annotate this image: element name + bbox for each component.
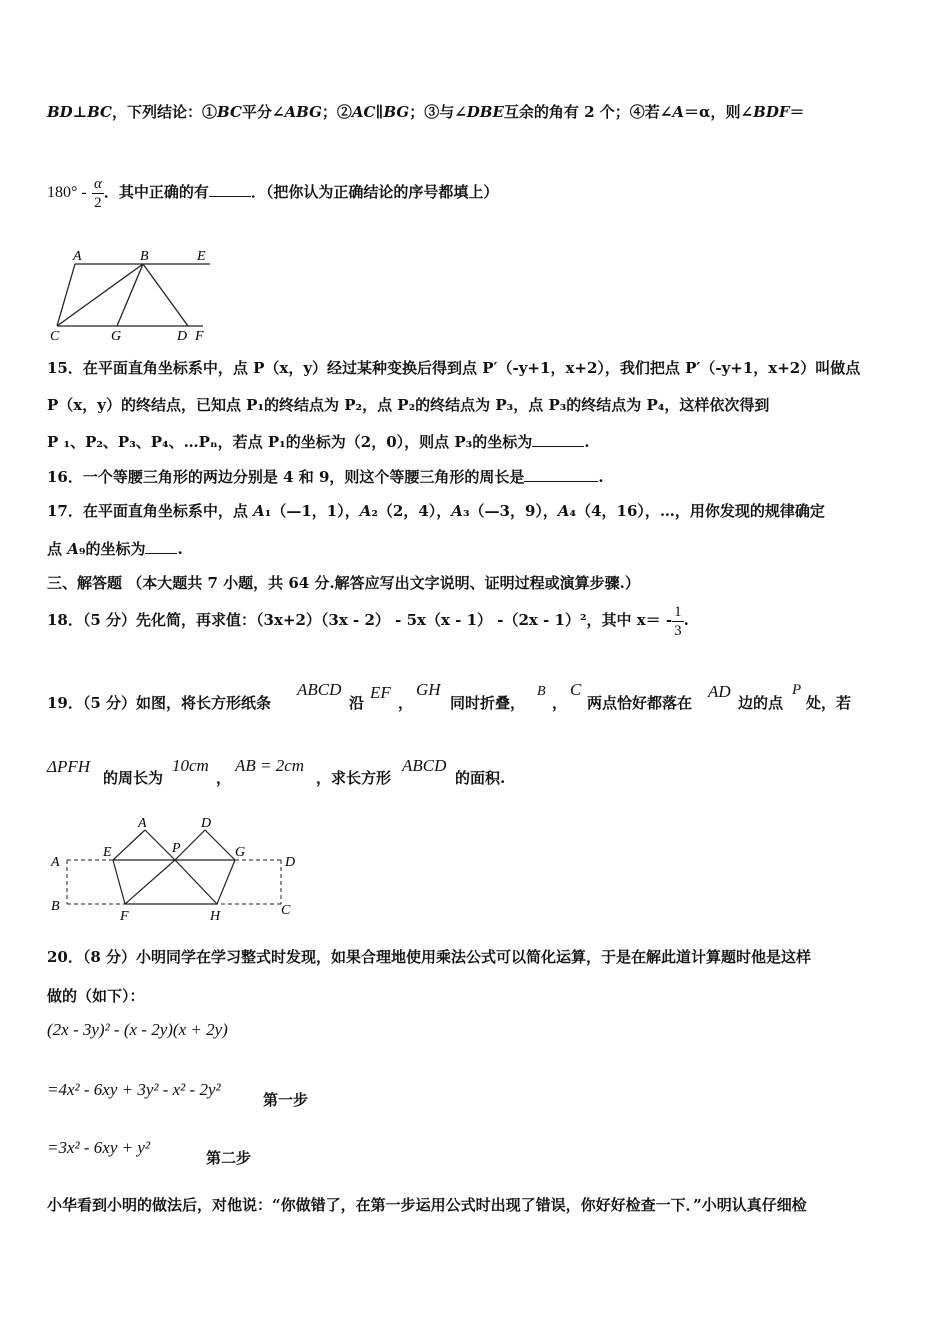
label-c: C <box>50 329 60 344</box>
q14-line1: BD⊥BC，下列结论：①BC平分∠ABG；②AC∥BG；③与∠DBE互余的角有 2 个；④若∠A＝α，则∠BDF＝ <box>47 103 805 121</box>
line-fp <box>125 860 175 904</box>
q19-m-abcd: ABCD <box>297 680 342 699</box>
q20-expr3: =3x² - 6xy + y² <box>47 1138 150 1157</box>
q19-m-pfh: ΔPFH <box>47 757 91 776</box>
q20-expr2: =4x² - 6xy + 3y² - x² - 2y² <box>47 1080 221 1099</box>
q19-p6: 两点恰好都落在 <box>587 694 693 712</box>
answer-blank[interactable] <box>532 432 584 447</box>
label-d: D <box>285 855 296 870</box>
section-3-heading: 三、解答题 （本大题共 7 小题，共 64 分.解答应写出文字说明、证明过程或演算步骤.） <box>47 574 640 592</box>
label-d-top: D <box>201 816 212 831</box>
q18: 18．（5 分）先化简，再求值：（3x+2）（3x - 2） - 5x（x - 1） -（2x - 1）²，其中 x＝ - $\frac{1}{3}$ . <box>47 603 689 639</box>
q19-figure <box>45 812 305 930</box>
q19-m-ef: EF <box>370 683 391 702</box>
q17-line1: 17．在平面直角坐标系中，点 A₁（—1，1），A₂（2，4），A₃（—3，9），A₄（4，16），…，用你发现的规律确定 <box>47 502 825 520</box>
label-c: C <box>281 903 291 918</box>
label-g: G <box>111 329 122 344</box>
line-ap <box>145 830 175 860</box>
q19-p11: ，求长方形 <box>316 769 392 787</box>
q19-p2: 沿 <box>349 694 365 712</box>
label-e: E <box>103 845 112 860</box>
label-a: A <box>73 249 82 264</box>
label-f: F <box>195 329 204 344</box>
one-third: $\frac{1}{3}$ <box>674 603 682 639</box>
line-dg <box>205 830 235 860</box>
q16: 16．一个等腰三角形的两边分别是 4 和 9，则这个等腰三角形的周长是 . <box>47 468 604 486</box>
label-b: B <box>51 899 60 914</box>
q20-line2: 做的（如下）： <box>47 987 145 1005</box>
answer-blank[interactable] <box>524 467 598 482</box>
q19-m-ad: AD <box>708 682 731 701</box>
q17-line2: 点 A₉的坐标为 . <box>47 540 183 558</box>
label-a-top: A <box>138 816 147 831</box>
q19-m-10cm: 10cm <box>172 756 209 775</box>
q19-p7: 边的点 <box>738 694 784 712</box>
line-ph <box>175 860 217 904</box>
q19-p12: 的面积. <box>455 769 506 787</box>
label-e: E <box>197 249 206 264</box>
line-ef <box>113 860 125 904</box>
label-p: P <box>172 841 181 856</box>
line-ea <box>113 830 145 860</box>
q14-figure <box>45 246 220 344</box>
q15-line3: P ₁、P₂、P₃、P₄、…Pₙ，若点 P₁的坐标为（2，0），则点 P₃的坐标为 . <box>47 433 590 451</box>
q20-step1: 第一步 <box>263 1091 309 1109</box>
label-d: D <box>177 329 188 344</box>
q20-step2: 第二步 <box>206 1149 252 1167</box>
label-g: G <box>235 845 246 860</box>
q19-m-b: B <box>537 684 546 699</box>
answer-blank[interactable] <box>209 182 251 197</box>
label-b: B <box>140 249 149 264</box>
q19-p5: ， <box>552 694 568 712</box>
alpha-over-two: $\frac{\alpha}{2}$ <box>93 175 102 211</box>
q19-m-abcd2: ABCD <box>402 756 447 775</box>
label-h: H <box>210 909 221 924</box>
label-a: A <box>51 855 60 870</box>
answer-blank[interactable] <box>145 539 177 554</box>
q19-m-ab: AB = 2cm <box>235 756 305 775</box>
q19-p3: ， <box>398 694 414 712</box>
q19-m-gh: GH <box>416 680 441 699</box>
q19-m-c: C <box>570 680 582 699</box>
q15-line1: 15．在平面直角坐标系中，点 P（x，y）经过某种变换后得到点 P′（-y+1，x+2），我们把点 P′（-y+1，x+2）叫做点 <box>47 359 861 377</box>
q20-line1: 20．（8 分）小明同学在学习整式时发现，如果合理地使用乘法公式可以简化运算，于是在解此道计算题时他是这样 <box>47 948 812 966</box>
q19-m-p: P <box>792 682 802 698</box>
line-ac <box>57 264 75 326</box>
q19-p4: 同时折叠， <box>450 694 526 712</box>
q20-expr1: (2x - 3y)² - (x - 2y)(x + 2y) <box>47 1020 228 1039</box>
q14-line2: 180° - $\frac{\alpha}{2}$ ．其中正确的有 ．（把你认为正确结论的序号都填上） <box>47 175 499 211</box>
q19-p10: ， <box>216 769 232 787</box>
q19-p9: 的周长为 <box>103 769 164 787</box>
q19-p8: 处，若 <box>806 694 852 712</box>
label-f: F <box>120 909 129 924</box>
q15-line2: P（x，y）的终结点，已知点 P₁的终结点为 P₂，点 P₂的终结点为 P₃，点 P₃的终结点为 P₄，这样依次得到 <box>47 396 770 414</box>
q20-last: 小华看到小明的做法后，对他说：“你做错了，在第一步运用公式时出现了错误，你好好检查一下．”小明认真仔细检 <box>47 1196 807 1214</box>
line-bd <box>143 264 188 326</box>
line-hg <box>217 860 235 904</box>
q19-line1-text: 19．（5 分）如图，将长方形纸条 <box>47 694 272 712</box>
